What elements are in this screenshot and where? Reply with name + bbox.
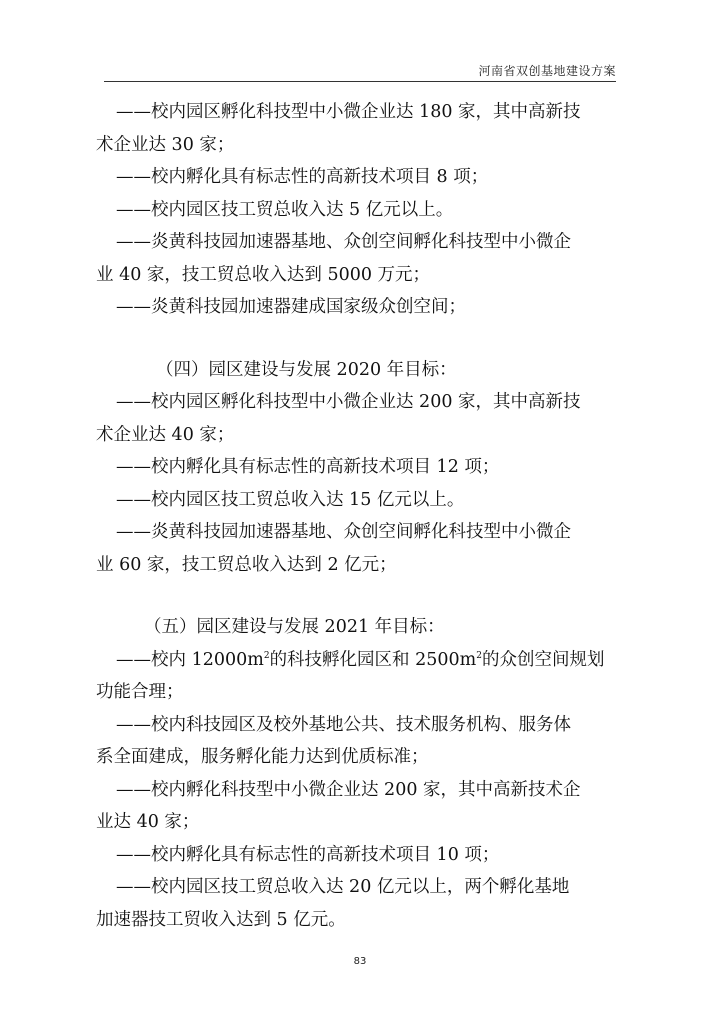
line-segment: 的众创空间规划: [482, 649, 605, 670]
paragraph-line: ——炎黄科技园加速器建成国家级众创空间；: [116, 297, 466, 317]
document-body: [96, 96, 616, 936]
paragraph-line: 加速器技工贸收入达到 5 亿元。: [96, 909, 346, 930]
paragraph-line: ——校内园区技工贸总收入达 20 亿元以上，两个孵化基地: [116, 877, 570, 897]
paragraph-line: ——校内孵化具有标志性的高新技术项目 8 项；: [116, 167, 489, 187]
paragraph-line: ——校内园区技工贸总收入达 5 亿元以上。: [116, 199, 454, 220]
paragraph-line: ——校内科技园区及校外基地公共、技术服务机构、服务体: [116, 714, 571, 735]
paragraph-line: 业 60 家，技工贸总收入达到 2 亿元；: [96, 554, 397, 575]
paragraph-line: ——炎黄科技园加速器基地、众创空间孵化科技型中小微企: [116, 232, 571, 252]
paragraph-line: ——校内孵化具有标志性的高新技术项目 12 项；: [116, 457, 500, 477]
paragraph-line: 业 40 家，技工贸总收入达到 5000 万元；: [96, 264, 431, 285]
paragraph-line: ——校内孵化具有标志性的高新技术项目 10 项；: [116, 844, 500, 865]
paragraph-line: [116, 644, 616, 677]
paragraph-line: 功能合理；: [96, 682, 184, 702]
paragraph-line: ——校内园区孵化科技型中小微企业达 200 家，其中高新技: [116, 392, 581, 412]
section-gap: [116, 581, 616, 611]
superscript: 2: [263, 650, 270, 661]
paragraph-line: 业达 40 家；: [96, 812, 200, 832]
running-header: 河南省双创基地建设方案: [478, 64, 616, 78]
section-heading-5: （五）园区建设与发展 2021 年目标：: [144, 617, 445, 637]
paragraph-line: 术企业达 30 家；: [96, 134, 235, 155]
section-heading-4: （四）园区建设与发展 2020 年目标：: [156, 359, 457, 380]
paragraph-line: ——校内园区孵化科技型中小微企业达 180 家，其中高新技: [116, 102, 581, 122]
header-divider: [104, 81, 616, 82]
paragraph-line: ——校内孵化科技型中小微企业达 200 家，其中高新技术企: [116, 779, 581, 800]
superscript: 2: [476, 650, 482, 661]
paragraph-line: ——炎黄科技园加速器基地、众创空间孵化科技型中小微企: [116, 522, 571, 542]
page-number: 83: [353, 956, 367, 967]
paragraph-line: 系全面建成，服务孵化能力达到优质标准；: [96, 747, 429, 767]
line-segment: 的科技孵化园区和 2500m: [269, 649, 477, 670]
section-gap: [116, 324, 616, 354]
line-segment: ——校内 12000m: [116, 649, 264, 670]
paragraph-line: ——校内园区技工贸总收入达 15 亿元以上。: [116, 489, 465, 510]
paragraph-line: 术企业达 40 家；: [96, 424, 235, 445]
